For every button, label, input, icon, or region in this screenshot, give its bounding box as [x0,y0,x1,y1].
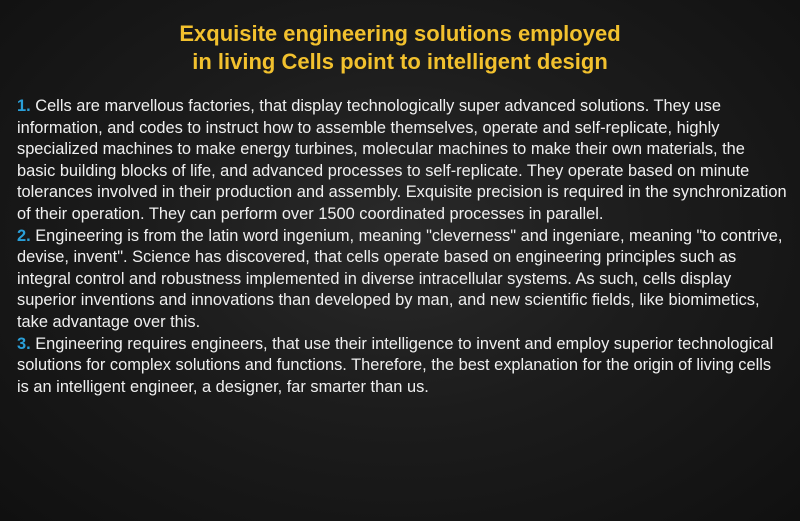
point-2-text: Engineering is from the latin word ingenium, meaning "cleverness" and ingeniare, meaning "to contrive, devise, invent". Science has discovered, that cells operate based on engineering principles such as integral control and robustness implemented in diverse intracellular systems. As such, cells display superior inventions and innovations than developed by man, and new scientific fields, like biomimetics, take advantage over this. [17,226,783,331]
point-1 [17,96,787,226]
point-2-number: 2. [17,226,31,245]
slide-body [17,96,787,398]
title-line-1: Exquisite engineering solutions employed [179,21,621,46]
slide-title [0,20,800,76]
point-1-text: Cells are marvellous factories, that display technologically super advanced solutions. They use information, and codes to instruct how to assemble themselves, operate and self-replicate, highly specialized machines to make energy turbines, molecular machines to make their own materials, the basic building blocks of life, and advanced processes to self-replicate. They operate based on minute tolerances involved in their production and assembly. Exquisite precision is required in the synchronization of their operation. They can perform over 1500 coordinated processes in parallel. [17,97,787,223]
point-3-number: 3. [17,334,31,353]
point-1-number: 1. [17,97,31,115]
title-line-2: in living Cells point to intelligent design [192,49,608,74]
point-2 [17,226,787,334]
point-3 [17,334,787,399]
point-3-text: Engineering requires engineers, that use their intelligence to invent and employ superior technological solutions for complex solutions and functions. Therefore, the best explanation for the origin of living cells is an intelligent engineer, a designer, far smarter than us. [17,334,774,396]
